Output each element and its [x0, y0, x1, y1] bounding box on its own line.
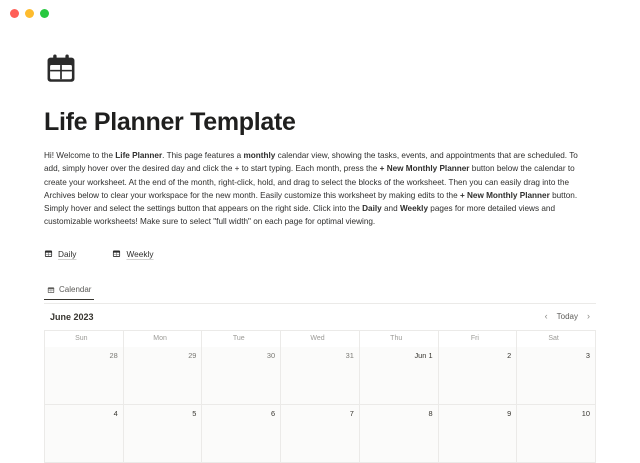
page-title: Life Planner Template: [44, 108, 596, 137]
calendar-week-row: [45, 405, 596, 463]
calendar-icon: [47, 286, 55, 294]
calendar-day-cell[interactable]: 30: [202, 347, 281, 405]
page-intro: Hi! Welcome to the Life Planner. This page features a monthly calendar view, showing the tasks, events, and appointments that are scheduled. To add, simply hover over the desired day and click the + to start typing. Each month, press the + New Monthly Planner button below the calendar to create your worksheet. At the end of the month, right-click, hold, and drag to select the blocks of the worksheet. Then you can easily drag into the Archives below to clear your workspace for the new month. Easily customize this worksheet by making edits to the + New Monthly Planner button. Simply hover and select the settings button that appears on the right side. Click into the Daily and Weekly pages for more detailed views and customizable worksheets! Make sure to select "full width" on each page for optimal viewing.: [44, 149, 596, 229]
link-weekly[interactable]: [112, 249, 153, 259]
tab-calendar-label: Calendar: [59, 285, 91, 294]
database-view-tabs: [44, 282, 596, 304]
inline-page-links: [44, 246, 596, 262]
calendar-day-header: Mon: [124, 331, 203, 347]
window-titlebar: [0, 0, 640, 26]
calendar-day-header: Fri: [439, 331, 518, 347]
calendar-day-cell[interactable]: 10: [517, 405, 596, 463]
calendar-day-headers: [45, 331, 596, 347]
calendar-day-header: Thu: [360, 331, 439, 347]
calendar-day-cell[interactable]: 31: [281, 347, 360, 405]
calendar-month-label: June 2023: [50, 312, 94, 322]
calendar-day-cell[interactable]: 5: [124, 405, 203, 463]
calendar-icon: [112, 249, 121, 258]
calendar-day-header: Tue: [202, 331, 281, 347]
calendar-day-header: Sun: [45, 331, 124, 347]
calendar-nav: [545, 312, 590, 321]
calendar-day-cell[interactable]: 9: [439, 405, 518, 463]
calendar-icon[interactable]: [44, 52, 78, 86]
calendar-day-cell[interactable]: 4: [45, 405, 124, 463]
today-button[interactable]: Today: [557, 312, 578, 321]
calendar-day-cell[interactable]: Jun 1: [360, 347, 439, 405]
calendar-day-cell[interactable]: 29: [124, 347, 203, 405]
tab-calendar[interactable]: [44, 285, 94, 300]
calendar-day-header: Sat: [517, 331, 596, 347]
minimize-window-button[interactable]: [25, 9, 34, 18]
calendar-database: [44, 282, 596, 463]
next-month-button[interactable]: ›: [587, 312, 590, 321]
link-daily[interactable]: [44, 249, 76, 259]
previous-month-button[interactable]: ‹: [545, 312, 548, 321]
calendar-day-cell[interactable]: 6: [202, 405, 281, 463]
calendar-day-cell[interactable]: 3: [517, 347, 596, 405]
calendar-grid: [44, 330, 596, 463]
calendar-day-cell[interactable]: 2: [439, 347, 518, 405]
calendar-day-header: Wed: [281, 331, 360, 347]
calendar-toolbar: [44, 304, 596, 330]
page-content: [0, 26, 640, 463]
calendar-day-cell[interactable]: 28: [45, 347, 124, 405]
link-daily-label: Daily: [58, 249, 76, 259]
zoom-window-button[interactable]: [40, 9, 49, 18]
link-weekly-label: Weekly: [126, 249, 153, 259]
close-window-button[interactable]: [10, 9, 19, 18]
calendar-week-row: [45, 347, 596, 405]
calendar-day-cell[interactable]: 8: [360, 405, 439, 463]
calendar-icon: [44, 249, 53, 258]
calendar-day-cell[interactable]: 7: [281, 405, 360, 463]
